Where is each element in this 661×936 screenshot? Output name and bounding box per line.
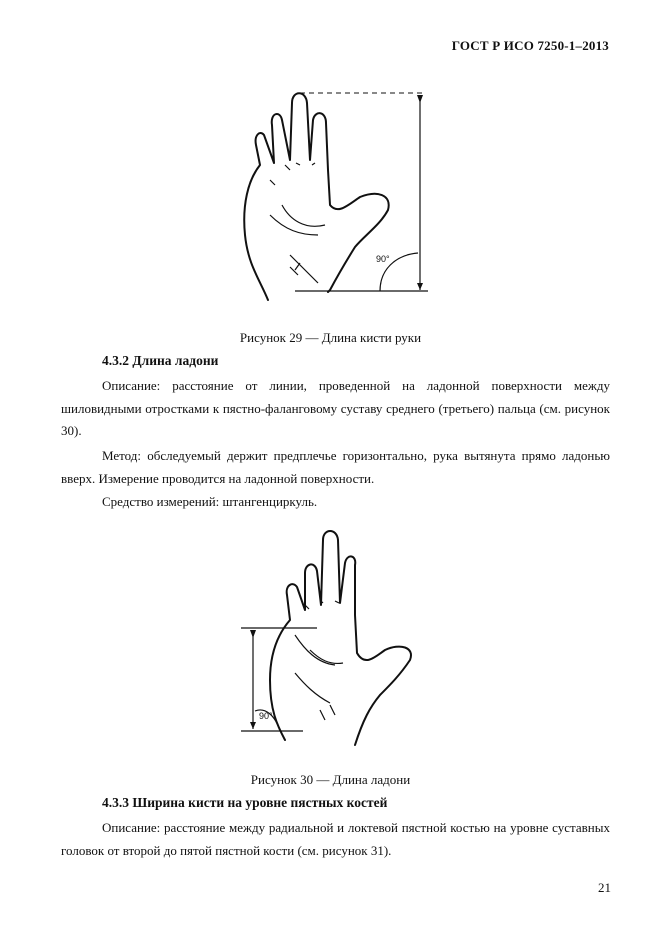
section-4-3-2-title: 4.3.2 Длина ладони: [102, 353, 219, 368]
section-4-3-2-description: Описание: расстояние от линии, проведенной на ладонной поверхности между шиловидными отростками к пястно-фаланговому суставу среднего (третьего) пальца (см. рисунок 30).: [61, 378, 610, 438]
hand-outline: [244, 93, 388, 300]
figure-30-angle-label: 90°: [259, 711, 273, 721]
section-4-3-3-description: Описание: расстояние между радиальной и локтевой пястной костью на уровне суставных головок от второй до пятой пястной кости (см. рисунок 31).: [61, 820, 610, 858]
hand-outline: [270, 531, 411, 745]
figure-29-caption: Рисунок 29 — Длина кисти руки: [239, 330, 422, 345]
section-4-3-2-instrument: Средство измерений: штангенциркуль.: [102, 494, 318, 509]
figure-29-hand-length: [230, 85, 440, 310]
section-4-3-3-title: 4.3.3 Ширина кисти на уровне пястных костей: [102, 795, 388, 810]
document-header: ГОСТ Р ИСО 7250-1–2013: [451, 38, 609, 53]
figure-30-caption: Рисунок 30 — Длина ладони: [250, 772, 411, 787]
measurement-lines: [295, 93, 428, 291]
section-4-3-2-method: Метод: обследуемый держит предплечье горизонтально, рука вытянута прямо ладонью вверх. Измерение проводится на ладонной поверхности.: [61, 448, 610, 486]
page-number: 21: [598, 880, 611, 895]
figure-29-angle-label: 90°: [376, 254, 390, 264]
measurement-lines: [241, 628, 317, 731]
figure-30-palm-length: [235, 525, 435, 750]
